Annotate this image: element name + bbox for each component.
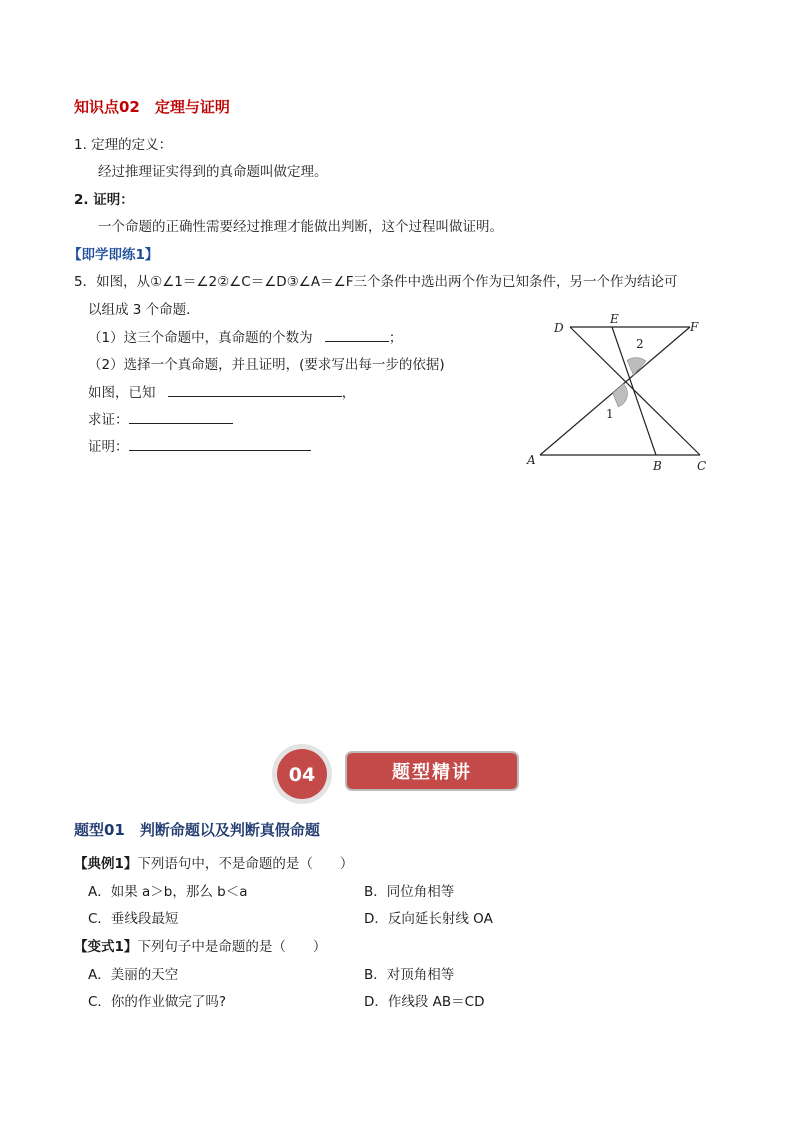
label-angle-2: 2 <box>636 337 644 351</box>
prove-blank[interactable] <box>129 409 233 424</box>
label-A: A <box>527 453 536 467</box>
question-2: （2）选择一个真命题，并且证明，(要求写出每一步的依据) <box>88 357 445 373</box>
problem-5-line-1: 5．如图，从①∠1＝∠2②∠C＝∠D③∠A＝∠F三个条件中选出两个作为已知条件，另一个作为结论可 <box>74 274 678 290</box>
definition-text: 经过推理证实得到的真命题叫做定理。 <box>98 164 328 180</box>
variant-1-option-b: B．对顶角相等 <box>364 967 455 983</box>
example-1-option-a: A．如果 a＞b，那么 b＜a <box>88 884 248 900</box>
example-1-option-b: B．同位角相等 <box>364 884 455 900</box>
given-end: ， <box>341 385 356 401</box>
label-F: F <box>690 320 699 334</box>
label-B: B <box>653 459 662 473</box>
variant-1-question: 下列句子中是命题的是（ ） <box>137 939 327 955</box>
banner-title: 题型精讲 <box>392 762 472 783</box>
given-blank[interactable] <box>168 382 342 397</box>
example-1-question: 下列语句中，不是命题的是（ ） <box>137 856 354 872</box>
label-D: D <box>554 321 564 335</box>
label-C: C <box>697 459 707 473</box>
proof-label: 证明： <box>88 439 129 455</box>
banner-number: 04 <box>288 764 316 786</box>
section-title-judge-propositions: 题型01 判断命题以及判断真假命题 <box>74 821 320 839</box>
question-1-end: ； <box>388 330 403 346</box>
example-1-tag: 【典例1】 <box>74 856 138 872</box>
proof-heading: 2. 证明： <box>74 192 134 208</box>
practice-tag: 【即学即练1】 <box>68 247 159 263</box>
question-1 <box>88 326 402 346</box>
example-1-option-c: C．垂线段最短 <box>88 911 179 927</box>
label-angle-1: 1 <box>606 407 614 421</box>
section-banner <box>268 738 528 808</box>
geometry-figure <box>520 310 720 480</box>
example-1-stem <box>74 852 353 872</box>
label-E: E <box>610 312 619 326</box>
variant-1-option-c: C．你的作业做完了吗? <box>88 994 227 1010</box>
problem-5-line-2: 以组成 3 个命题． <box>88 302 200 318</box>
variant-1-option-d: D．作线段 AB＝CD <box>364 994 485 1010</box>
example-1-option-d: D．反向延长射线 OA <box>364 911 493 927</box>
angle-1-arc <box>613 384 628 407</box>
given-line <box>88 381 355 401</box>
variant-1-tag: 【变式1】 <box>74 939 138 955</box>
prove-label: 求证： <box>88 412 129 428</box>
line-DC <box>570 327 700 455</box>
section-title-theorem-proof: 知识点02 定理与证明 <box>74 98 230 116</box>
given-label: 如图，已知 <box>88 385 156 401</box>
proof-line <box>88 435 311 455</box>
proof-text: 一个命题的正确性需要经过推理才能做出判断，这个过程叫做证明。 <box>98 219 503 235</box>
definition-heading: 1. 定理的定义： <box>74 137 173 153</box>
question-1-text: （1）这三个命题中，真命题的个数为 <box>88 330 313 346</box>
prove-line <box>88 408 233 428</box>
variant-1-option-a: A．美丽的天空 <box>88 967 179 983</box>
answer-blank-count[interactable] <box>325 327 389 342</box>
proof-blank[interactable] <box>129 436 311 451</box>
variant-1-stem <box>74 935 326 955</box>
